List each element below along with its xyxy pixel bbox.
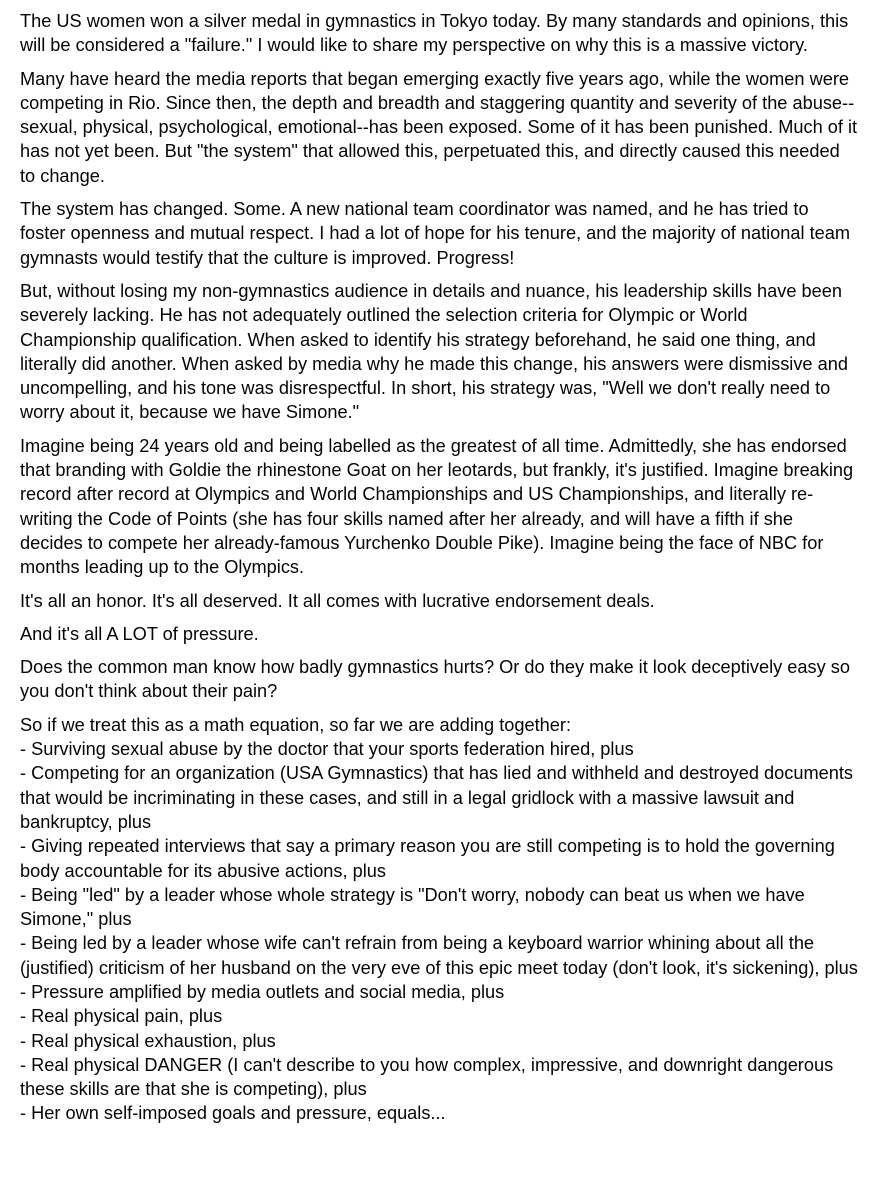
equation-list-intro: So if we treat this as a math equation, so far we are adding together: — [20, 714, 571, 735]
post-paragraph-2: Many have heard the media reports that began emerging exactly five years ago, while the women were competing in Rio. Since then, the depth and breadth and staggering quantity and severity of the abuse--sexual, physical, psychological, emotional--has been exposed. Some of it has been punished. Much of it has not yet been. But "the system" that allowed this, perpetuated this, and directly caused this needed to change. — [20, 68, 858, 186]
post-paragraph-4: But, without losing my non-gymnastics audience in details and nuance, his leadership skills have been severely lacking. He has not adequately outlined the selection criteria for Olympic or World Championship qualification. When asked to identify his strategy beforehand, he said one thing, and literally did another. When asked by media why he made this change, his answers were dismissive and uncompelling, and his tone was disrespectful. In short, his strategy was, "Well we don't really need to worry about it, because we have Simone." — [20, 280, 848, 423]
post-paragraph-1: The US women won a silver medal in gymnastics in Tokyo today. By many standards and opinions, this will be considered a "failure." I would like to share my perspective on why this is a massive victory. — [20, 11, 849, 56]
post-paragraph-6: It's all an honor. It's all deserved. It all comes with lucrative endorsement deals. — [20, 590, 655, 611]
list-item: - Her own self-imposed goals and pressure, equals... — [20, 1103, 446, 1124]
list-item: - Real physical DANGER (I can't describe to you how complex, impressive, and downright dangerous these skills are that she is competing), plus — [20, 1054, 834, 1100]
post-paragraph-8: Does the common man know how badly gymnastics hurts? Or do they make it look deceptively easy so you don't think about their pain? — [20, 657, 850, 702]
list-item: - Real physical pain, plus — [20, 1006, 223, 1027]
list-item: - Being led by a leader whose wife can't refrain from being a keyboard warrior whining about all the (justified) criticism of her husband on the very eve of this epic meet today (don't look, it's sickening), plus — [20, 933, 858, 978]
list-item: - Giving repeated interviews that say a primary reason you are still competing is to hold the governing body accountable for its abusive actions, plus — [20, 836, 835, 881]
post-paragraph-5: Imagine being 24 years old and being labelled as the greatest of all time. Admittedly, she has endorsed that branding with Goldie the rhinestone Goat on her leotards, but frankly, it's justified. Imagine breaking record after record at Olympics and World Championships and US Championships, and literally re-writing the Code of Points (she has four skills named after her already, and will have a fifth if she decides to compete her already-famous Yurchenko Double Pike). Imagine being the face of NBC for months leading up to the Olympics. — [20, 435, 854, 578]
list-item: - Pressure amplified by media outlets and social media, plus — [20, 981, 505, 1002]
list-item: - Being "led" by a leader whose whole strategy is "Don't worry, nobody can beat us when we have Simone," plus — [20, 884, 805, 930]
post-paragraph-7: And it's all A LOT of pressure. — [20, 623, 259, 644]
list-item: - Real physical exhaustion, plus — [20, 1030, 276, 1051]
equation-list — [20, 713, 859, 1126]
post-paragraph-3: The system has changed. Some. A new national team coordinator was named, and he has tried to foster openness and mutual respect. I had a lot of hope for his tenure, and the majority of national team gymnasts would testify that the culture is improved. Progress! — [20, 199, 851, 268]
list-item: - Surviving sexual abuse by the doctor that your sports federation hired, plus — [20, 739, 634, 760]
list-item: - Competing for an organization (USA Gymnastics) that has lied and withheld and destroyed documents that would be incriminating in these cases, and still in a legal gridlock with a massive lawsuit and bankruptcy, plus — [20, 763, 854, 832]
